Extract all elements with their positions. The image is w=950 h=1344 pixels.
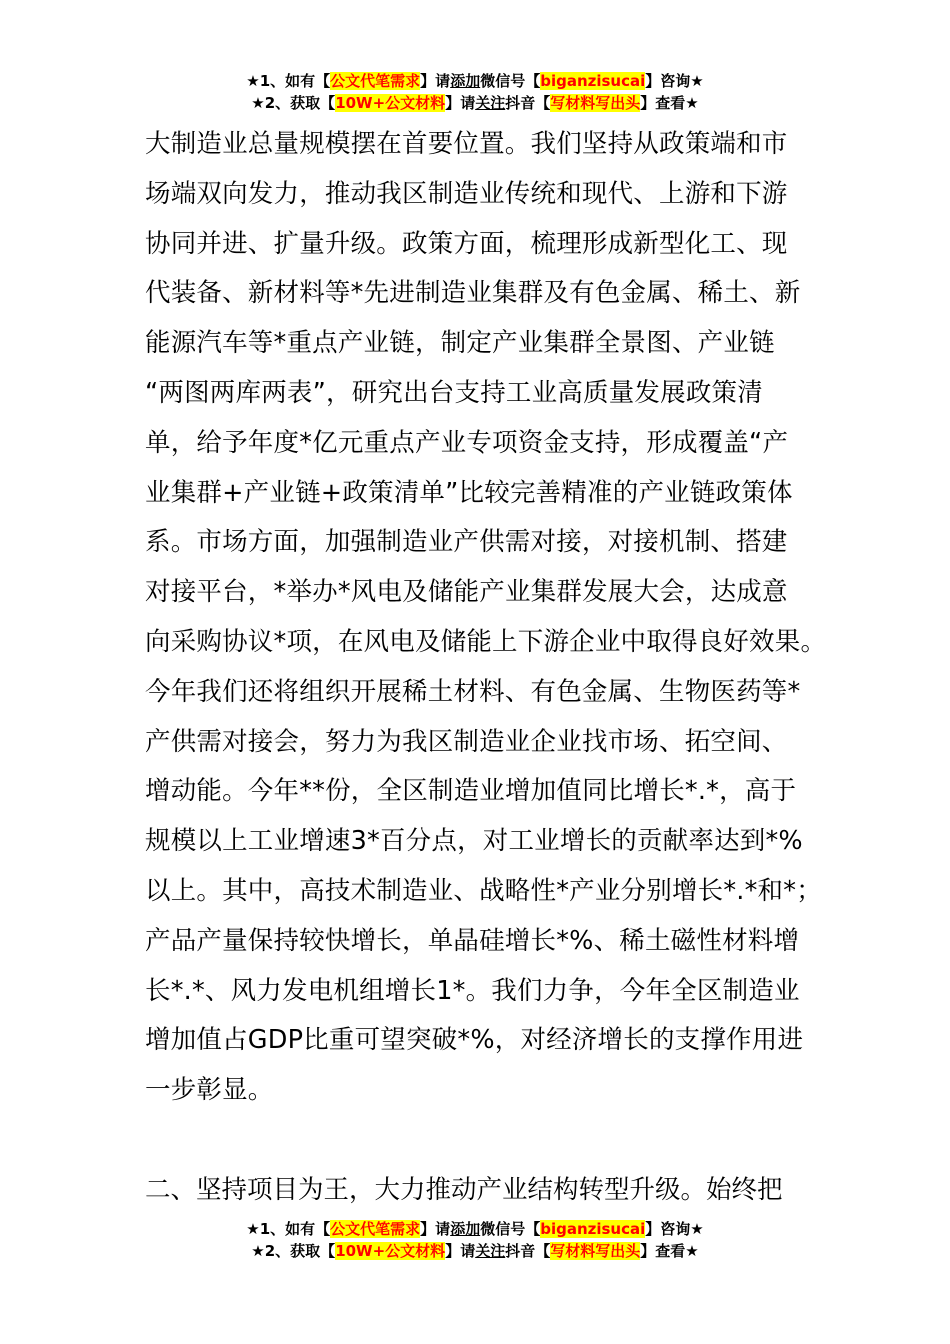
promo-text: 微信号【 <box>480 72 541 90</box>
body-line: 业集群+产业链+政策清单”比较完善精准的产业链政策体 <box>145 477 793 508</box>
promo-highlight: biganzisucai <box>540 1220 646 1238</box>
promo-text: 】查看★ <box>640 94 699 112</box>
body-line: 长*.*、风力发电机组增长1*。我们力争，今年全区制造业 <box>145 975 800 1006</box>
body-line: 单，给予年度*亿元重点产业专项资金支持，形成覆盖“产 <box>145 427 789 458</box>
body-line: 对接平台，*举办*风电及储能产业集群发展大会，达成意 <box>145 577 788 608</box>
header-promo <box>0 70 950 114</box>
promo-text: 】请 <box>445 94 476 112</box>
promo-text: 】咨询★ <box>645 72 704 90</box>
header-promo-line-2 <box>0 92 950 114</box>
promo-highlight: 10W+公文材料 <box>335 1242 446 1260</box>
body-line: 系。市场方面，加强制造业产供需对接，对接机制、搭建 <box>145 527 788 558</box>
body-line: 场端双向发力，推动我区制造业传统和现代、上游和下游 <box>145 178 788 209</box>
promo-text: 微信号【 <box>480 1220 541 1238</box>
footer-promo-line-2 <box>0 1240 950 1262</box>
body-line: 协同并进、扩量升级。政策方面，梳理形成新型化工、现 <box>145 228 788 259</box>
promo-emphasis: 添加 <box>450 72 481 90</box>
promo-text: 】查看★ <box>640 1242 699 1260</box>
body-line: 向采购协议*项，在风电及储能上下游企业中取得良好效果。 <box>145 626 827 657</box>
promo-text: 】咨询★ <box>645 1220 704 1238</box>
promo-emphasis: 添加 <box>450 1220 481 1238</box>
body-line: 代装备、新材料等*先进制造业集群及有色金属、稀土、新 <box>145 278 801 309</box>
promo-text: ★2、获取【 <box>251 1242 336 1260</box>
promo-highlight: 公文代笔需求 <box>330 72 421 90</box>
body-line: 以上。其中，高技术制造业、战略性*产业分别增长*.*和*； <box>145 875 822 906</box>
body-line: 大制造业总量规模摆在首要位置。我们坚持从政策端和市 <box>145 129 788 159</box>
promo-text: 】请 <box>445 1242 476 1260</box>
section-heading: 二、坚持项目为王，大力推动产业结构转型升级。始终把 <box>145 1175 783 1205</box>
promo-highlight: 写材料写出头 <box>550 94 641 112</box>
body-line: 增加值占GDP比重可望突破*%，对经济增长的支撑作用进 <box>145 1025 804 1056</box>
promo-text: 抖音【 <box>505 94 551 112</box>
body-line: “两图两库两表”，研究出台支持工业高质量发展政策清 <box>145 377 763 408</box>
header-promo-line-1 <box>0 70 950 92</box>
body-line: 产供需对接会，努力为我区制造业企业找市场、拓空间、 <box>145 726 788 757</box>
footer-promo-line-1 <box>0 1218 950 1240</box>
footer-promo <box>0 1218 950 1262</box>
body-line: 今年我们还将组织开展稀土材料、有色金属、生物医药等* <box>145 676 801 707</box>
promo-highlight: 写材料写出头 <box>550 1242 641 1260</box>
body-line: 一步彰显。 <box>145 1075 274 1106</box>
promo-text: ★2、获取【 <box>251 94 336 112</box>
promo-text: 】请 <box>420 1220 451 1238</box>
promo-text: 抖音【 <box>505 1242 551 1260</box>
promo-emphasis: 关注 <box>475 1242 506 1260</box>
body-line: 增动能。今年**份，全区制造业增加值同比增长*.*，高于 <box>145 776 797 807</box>
promo-highlight: 10W+公文材料 <box>335 94 446 112</box>
body-paragraph <box>145 126 825 1122</box>
promo-text: 】请 <box>420 72 451 90</box>
promo-emphasis: 关注 <box>475 94 506 112</box>
body-line: 能源汽车等*重点产业链，制定产业集群全景图、产业链 <box>145 328 775 359</box>
promo-highlight: 公文代笔需求 <box>330 1220 421 1238</box>
promo-text: ★1、如有【 <box>246 72 331 90</box>
body-line: 产品产量保持较快增长，单晶硅增长*%、稀土磁性材料增 <box>145 925 800 956</box>
promo-highlight: biganzisucai <box>540 72 646 90</box>
body-line: 规模以上工业增速3*百分点，对工业增长的贡献率达到*% <box>145 826 803 857</box>
promo-text: ★1、如有【 <box>246 1220 331 1238</box>
